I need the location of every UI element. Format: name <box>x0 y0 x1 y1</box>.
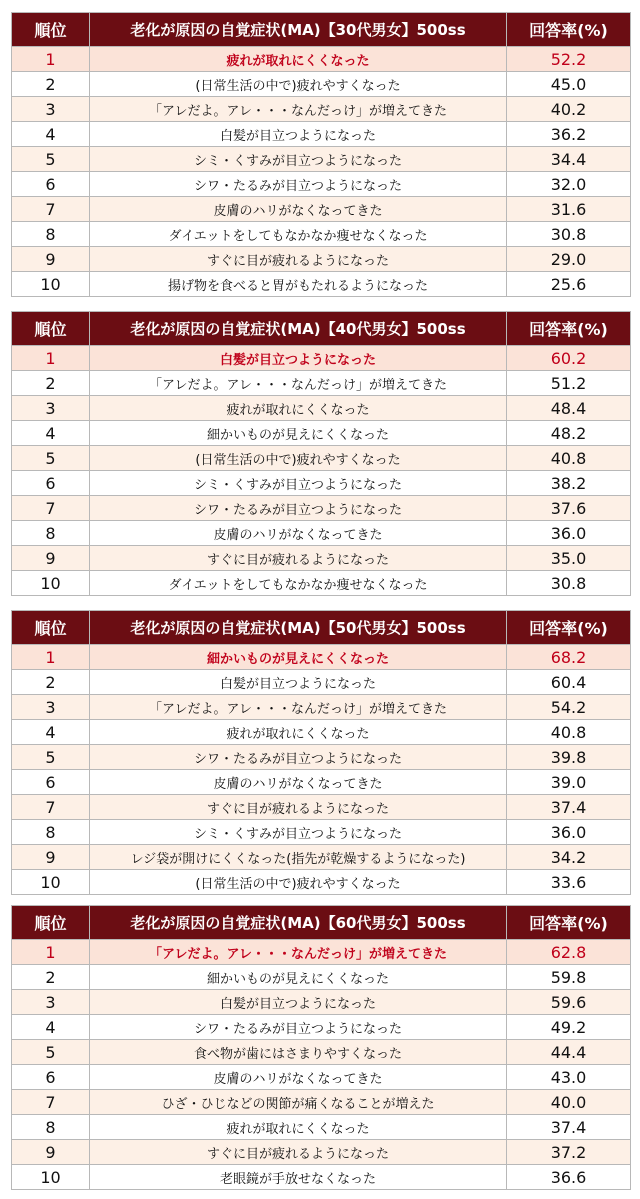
table-row <box>12 47 631 72</box>
value-cell: 59.8 <box>507 965 631 990</box>
rank-cell: 8 <box>12 1115 90 1140</box>
table-row <box>12 446 631 471</box>
value-cell: 29.0 <box>507 247 631 272</box>
value-cell: 36.6 <box>507 1165 631 1190</box>
ranking-table-40s <box>11 311 631 596</box>
item-cell: 皮膚のハリがなくなってきた <box>90 197 507 222</box>
value-cell: 36.0 <box>507 521 631 546</box>
value-cell: 51.2 <box>507 371 631 396</box>
item-cell: すぐに目が疲れるようになった <box>90 247 507 272</box>
table-header <box>12 611 631 645</box>
item-cell: シワ・たるみが目立つようになった <box>90 745 507 770</box>
table-row <box>12 1040 631 1065</box>
value-cell: 60.2 <box>507 346 631 371</box>
rank-header: 順位 <box>12 906 90 940</box>
table-row <box>12 845 631 870</box>
value-cell: 40.2 <box>507 97 631 122</box>
rank-cell: 8 <box>12 521 90 546</box>
item-cell: 食べ物が歯にはさまりやすくなった <box>90 1040 507 1065</box>
rank-cell: 5 <box>12 147 90 172</box>
table-row <box>12 122 631 147</box>
value-cell: 36.0 <box>507 820 631 845</box>
item-cell: 疲れが取れにくくなった <box>90 396 507 421</box>
rank-header: 順位 <box>12 13 90 47</box>
table-row <box>12 247 631 272</box>
rate-header: 回答率(%) <box>507 312 631 346</box>
value-cell: 60.4 <box>507 670 631 695</box>
value-cell: 68.2 <box>507 645 631 670</box>
value-cell: 37.4 <box>507 1115 631 1140</box>
rank-cell: 9 <box>12 546 90 571</box>
value-cell: 52.2 <box>507 47 631 72</box>
table-row <box>12 496 631 521</box>
table-row <box>12 421 631 446</box>
table-row <box>12 795 631 820</box>
item-cell: 細かいものが見えにくくなった <box>90 421 507 446</box>
rank-cell: 10 <box>12 870 90 895</box>
table-row <box>12 770 631 795</box>
item-cell: 「アレだよ。アレ・・・なんだっけ」が増えてきた <box>90 97 507 122</box>
value-cell: 25.6 <box>507 272 631 297</box>
rank-cell: 1 <box>12 346 90 371</box>
value-cell: 39.8 <box>507 745 631 770</box>
rank-cell: 2 <box>12 965 90 990</box>
value-cell: 62.8 <box>507 940 631 965</box>
rank-cell: 2 <box>12 670 90 695</box>
table-row <box>12 1115 631 1140</box>
item-cell: 老眼鏡が手放せなくなった <box>90 1165 507 1190</box>
rank-cell: 8 <box>12 820 90 845</box>
rank-cell: 7 <box>12 197 90 222</box>
rank-cell: 3 <box>12 97 90 122</box>
value-cell: 38.2 <box>507 471 631 496</box>
table-row <box>12 1090 631 1115</box>
table-row <box>12 371 631 396</box>
value-cell: 30.8 <box>507 571 631 596</box>
rank-cell: 4 <box>12 421 90 446</box>
ranking-table-50s <box>11 610 631 895</box>
table-title: 老化が原因の自覚症状(MA)【50代男女】500ss <box>90 611 507 645</box>
rank-cell: 9 <box>12 845 90 870</box>
table-row <box>12 990 631 1015</box>
table-row <box>12 940 631 965</box>
item-cell: シワ・たるみが目立つようになった <box>90 1015 507 1040</box>
rank-cell: 9 <box>12 247 90 272</box>
item-cell: 疲れが取れにくくなった <box>90 47 507 72</box>
value-cell: 34.4 <box>507 147 631 172</box>
table-row <box>12 820 631 845</box>
rank-cell: 4 <box>12 1015 90 1040</box>
table-row <box>12 471 631 496</box>
item-cell: 「アレだよ。アレ・・・なんだっけ」が増えてきた <box>90 371 507 396</box>
table-row <box>12 346 631 371</box>
table-row <box>12 1065 631 1090</box>
rank-cell: 1 <box>12 940 90 965</box>
value-cell: 43.0 <box>507 1065 631 1090</box>
table-row <box>12 97 631 122</box>
item-cell: 「アレだよ。アレ・・・なんだっけ」が増えてきた <box>90 940 507 965</box>
value-cell: 40.8 <box>507 720 631 745</box>
value-cell: 35.0 <box>507 546 631 571</box>
table-header <box>12 906 631 940</box>
rate-header: 回答率(%) <box>507 906 631 940</box>
value-cell: 48.2 <box>507 421 631 446</box>
value-cell: 54.2 <box>507 695 631 720</box>
table-title: 老化が原因の自覚症状(MA)【40代男女】500ss <box>90 312 507 346</box>
rank-cell: 2 <box>12 72 90 97</box>
item-cell: シワ・たるみが目立つようになった <box>90 172 507 197</box>
item-cell: ひざ・ひじなどの関節が痛くなることが増えた <box>90 1090 507 1115</box>
rank-cell: 1 <box>12 645 90 670</box>
item-cell: シミ・くすみが目立つようになった <box>90 471 507 496</box>
table-header <box>12 13 631 47</box>
value-cell: 32.0 <box>507 172 631 197</box>
rank-cell: 7 <box>12 795 90 820</box>
item-cell: 皮膚のハリがなくなってきた <box>90 521 507 546</box>
value-cell: 37.6 <box>507 496 631 521</box>
rank-cell: 7 <box>12 1090 90 1115</box>
table-row <box>12 272 631 297</box>
value-cell: 45.0 <box>507 72 631 97</box>
value-cell: 39.0 <box>507 770 631 795</box>
ranking-table-30s <box>11 12 631 297</box>
item-cell: 白髪が目立つようになった <box>90 670 507 695</box>
rank-cell: 4 <box>12 122 90 147</box>
item-cell: 白髪が目立つようになった <box>90 122 507 147</box>
item-cell: すぐに目が疲れるようになった <box>90 1140 507 1165</box>
table-row <box>12 546 631 571</box>
table-row <box>12 670 631 695</box>
table-header <box>12 312 631 346</box>
rank-cell: 7 <box>12 496 90 521</box>
rank-cell: 5 <box>12 745 90 770</box>
item-cell: すぐに目が疲れるようになった <box>90 795 507 820</box>
table-row <box>12 870 631 895</box>
item-cell: 白髪が目立つようになった <box>90 990 507 1015</box>
table-row <box>12 720 631 745</box>
value-cell: 37.4 <box>507 795 631 820</box>
rank-header: 順位 <box>12 611 90 645</box>
item-cell: (日常生活の中で)疲れやすくなった <box>90 870 507 895</box>
table-row <box>12 571 631 596</box>
item-cell: 皮膚のハリがなくなってきた <box>90 770 507 795</box>
rate-header: 回答率(%) <box>507 611 631 645</box>
rank-cell: 3 <box>12 396 90 421</box>
value-cell: 48.4 <box>507 396 631 421</box>
table-row <box>12 965 631 990</box>
table-row <box>12 645 631 670</box>
rank-cell: 1 <box>12 47 90 72</box>
rank-header: 順位 <box>12 312 90 346</box>
item-cell: (日常生活の中で)疲れやすくなった <box>90 446 507 471</box>
item-cell: 揚げ物を食べると胃がもたれるようになった <box>90 272 507 297</box>
table-row <box>12 72 631 97</box>
item-cell: 皮膚のハリがなくなってきた <box>90 1065 507 1090</box>
rank-cell: 3 <box>12 695 90 720</box>
value-cell: 33.6 <box>507 870 631 895</box>
value-cell: 49.2 <box>507 1015 631 1040</box>
rank-cell: 5 <box>12 1040 90 1065</box>
item-cell: (日常生活の中で)疲れやすくなった <box>90 72 507 97</box>
rank-cell: 8 <box>12 222 90 247</box>
rate-header: 回答率(%) <box>507 13 631 47</box>
rank-cell: 10 <box>12 571 90 596</box>
item-cell: シミ・くすみが目立つようになった <box>90 820 507 845</box>
table-row <box>12 1015 631 1040</box>
value-cell: 37.2 <box>507 1140 631 1165</box>
table-row <box>12 172 631 197</box>
table-row <box>12 396 631 421</box>
table-row <box>12 147 631 172</box>
value-cell: 36.2 <box>507 122 631 147</box>
ranking-table-60s <box>11 905 631 1190</box>
value-cell: 34.2 <box>507 845 631 870</box>
item-cell: ダイエットをしてもなかなか痩せなくなった <box>90 222 507 247</box>
table-row <box>12 745 631 770</box>
item-cell: 白髪が目立つようになった <box>90 346 507 371</box>
item-cell: 疲れが取れにくくなった <box>90 1115 507 1140</box>
value-cell: 40.0 <box>507 1090 631 1115</box>
table-row <box>12 197 631 222</box>
item-cell: レジ袋が開けにくくなった(指先が乾燥するようになった) <box>90 845 507 870</box>
table-row <box>12 1140 631 1165</box>
rank-cell: 10 <box>12 1165 90 1190</box>
rank-cell: 3 <box>12 990 90 1015</box>
item-cell: 「アレだよ。アレ・・・なんだっけ」が増えてきた <box>90 695 507 720</box>
table-row <box>12 222 631 247</box>
value-cell: 44.4 <box>507 1040 631 1065</box>
rank-cell: 6 <box>12 471 90 496</box>
value-cell: 30.8 <box>507 222 631 247</box>
value-cell: 31.6 <box>507 197 631 222</box>
item-cell: 細かいものが見えにくくなった <box>90 645 507 670</box>
item-cell: ダイエットをしてもなかなか痩せなくなった <box>90 571 507 596</box>
table-row <box>12 1165 631 1190</box>
rank-cell: 2 <box>12 371 90 396</box>
table-title: 老化が原因の自覚症状(MA)【60代男女】500ss <box>90 906 507 940</box>
item-cell: 細かいものが見えにくくなった <box>90 965 507 990</box>
value-cell: 59.6 <box>507 990 631 1015</box>
item-cell: シワ・たるみが目立つようになった <box>90 496 507 521</box>
rank-cell: 9 <box>12 1140 90 1165</box>
table-row <box>12 521 631 546</box>
rank-cell: 6 <box>12 770 90 795</box>
rank-cell: 10 <box>12 272 90 297</box>
item-cell: すぐに目が疲れるようになった <box>90 546 507 571</box>
item-cell: 疲れが取れにくくなった <box>90 720 507 745</box>
rank-cell: 4 <box>12 720 90 745</box>
rank-cell: 5 <box>12 446 90 471</box>
value-cell: 40.8 <box>507 446 631 471</box>
rank-cell: 6 <box>12 172 90 197</box>
rank-cell: 6 <box>12 1065 90 1090</box>
table-row <box>12 695 631 720</box>
table-title: 老化が原因の自覚症状(MA)【30代男女】500ss <box>90 13 507 47</box>
item-cell: シミ・くすみが目立つようになった <box>90 147 507 172</box>
